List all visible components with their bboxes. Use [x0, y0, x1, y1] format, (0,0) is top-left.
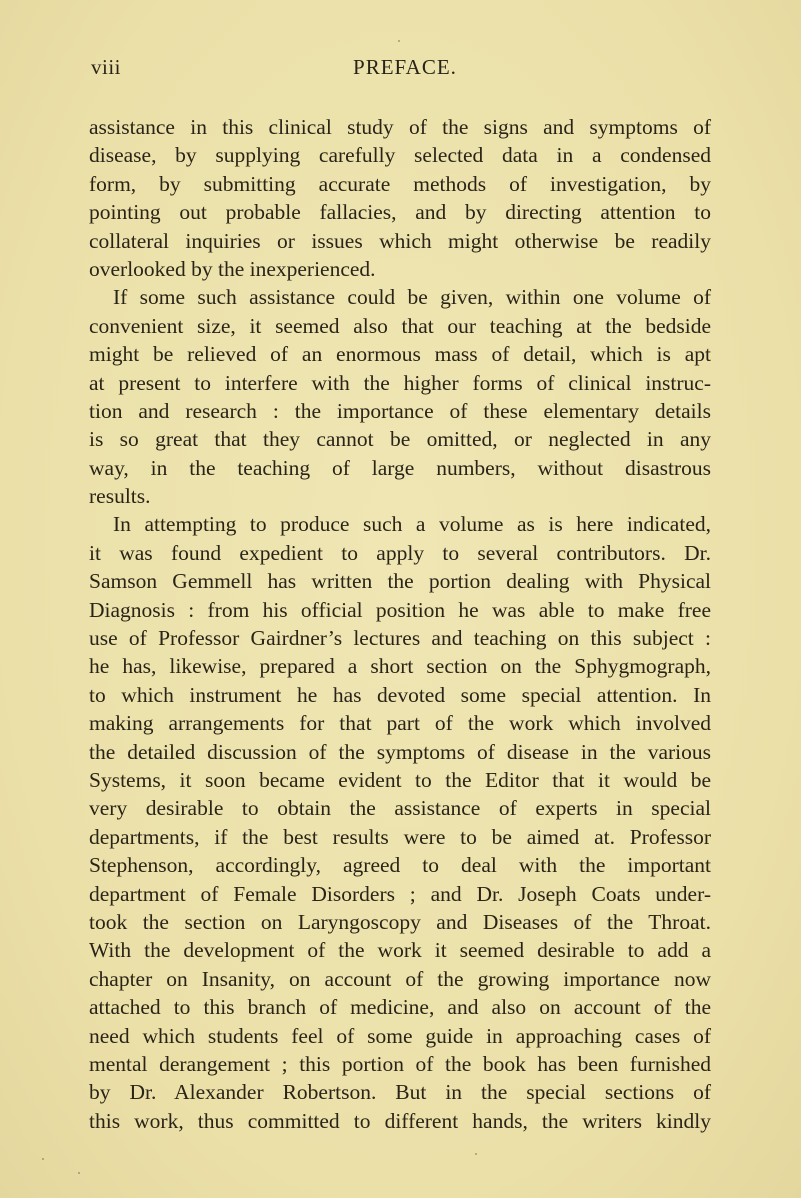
paragraph	[89, 283, 711, 510]
text-line: it was found expedient to apply to several contributors. Dr.	[89, 540, 711, 565]
text-line: need which students feel of some guide in approaching cases of	[89, 1023, 711, 1048]
text-line: is so great that they cannot be omitted, or neglected in any	[89, 427, 711, 452]
text-line: at present to interfere with the higher forms of clinical instruc-	[89, 370, 711, 395]
text-line: this work, thus committed to different hands, the writers kindly	[89, 1108, 711, 1133]
text-line: disease, by supplying carefully selected data in a condensed	[89, 143, 711, 168]
text-line: assistance in this clinical study of the signs and symptoms of	[89, 115, 711, 139]
text-line: to which instrument he has devoted some special attention. In	[89, 682, 711, 707]
preface-body	[89, 113, 711, 1135]
paper-speck	[475, 1153, 477, 1155]
text-line: department of Female Disorders ; and Dr. Joseph Coats under-	[89, 881, 711, 906]
text-line: Stephenson, accordingly, agreed to deal with the important	[89, 853, 711, 878]
text-line: he has, likewise, prepared a short section on the Sphygmograph,	[89, 654, 711, 679]
text-line: Systems, it soon became evident to the Editor that it would be	[89, 767, 711, 792]
text-line: making arrangements for that part of the work which involved	[89, 711, 711, 736]
running-head	[89, 55, 711, 85]
text-line: very desirable to obtain the assistance of experts in special	[89, 796, 711, 821]
page-number: viii	[91, 55, 122, 79]
text-line: With the development of the work it seemed desirable to add a	[89, 938, 711, 963]
text-line: convenient size, it seemed also that our teaching at the bedside	[89, 313, 711, 338]
text-line: pointing out probable fallacies, and by directing attention to	[89, 200, 711, 225]
paper-speck	[398, 40, 400, 42]
text-line: the detailed discussion of the symptoms of disease in the various	[89, 739, 711, 764]
text-line: tion and research : the importance of these elementary details	[89, 398, 711, 423]
text-line: took the section on Laryngoscopy and Diseases of the Throat.	[89, 909, 711, 934]
text-line: by Dr. Alexander Robertson. But in the special sections of	[89, 1080, 711, 1105]
paragraph	[89, 113, 711, 283]
text-line: results.	[89, 484, 151, 509]
page-title: PREFACE.	[353, 55, 457, 79]
text-line: form, by submitting accurate methods of investigation, by	[89, 171, 711, 196]
text-line: mental derangement ; this portion of the book has been furnished	[89, 1051, 711, 1076]
paragraph	[89, 510, 711, 1135]
text-line: overlooked by the inexperienced.	[89, 256, 376, 281]
text-line: Samson Gemmell has written the portion dealing with Physical	[89, 569, 711, 594]
text-line: might be relieved of an enormous mass of detail, which is apt	[89, 342, 711, 367]
text-line: Diagnosis : from his official position he was able to make free	[89, 597, 711, 622]
text-line: attached to this branch of medicine, and also on account of the	[89, 995, 711, 1020]
paper-speck	[42, 1158, 44, 1160]
text-line: collateral inquiries or issues which might otherwise be readily	[89, 228, 711, 253]
text-line: way, in the teaching of large numbers, without disastrous	[89, 455, 711, 480]
text-line: chapter on Insanity, on account of the growing importance now	[89, 966, 711, 991]
text-line: use of Professor Gairdner’s lectures and teaching on this subject :	[89, 626, 711, 651]
text-line: In attempting to produce such a volume as is here indicated,	[113, 512, 711, 537]
paper-speck	[78, 1172, 80, 1174]
text-line: If some such assistance could be given, within one volume of	[113, 285, 711, 310]
text-line: departments, if the best results were to be aimed at. Professor	[89, 824, 711, 849]
